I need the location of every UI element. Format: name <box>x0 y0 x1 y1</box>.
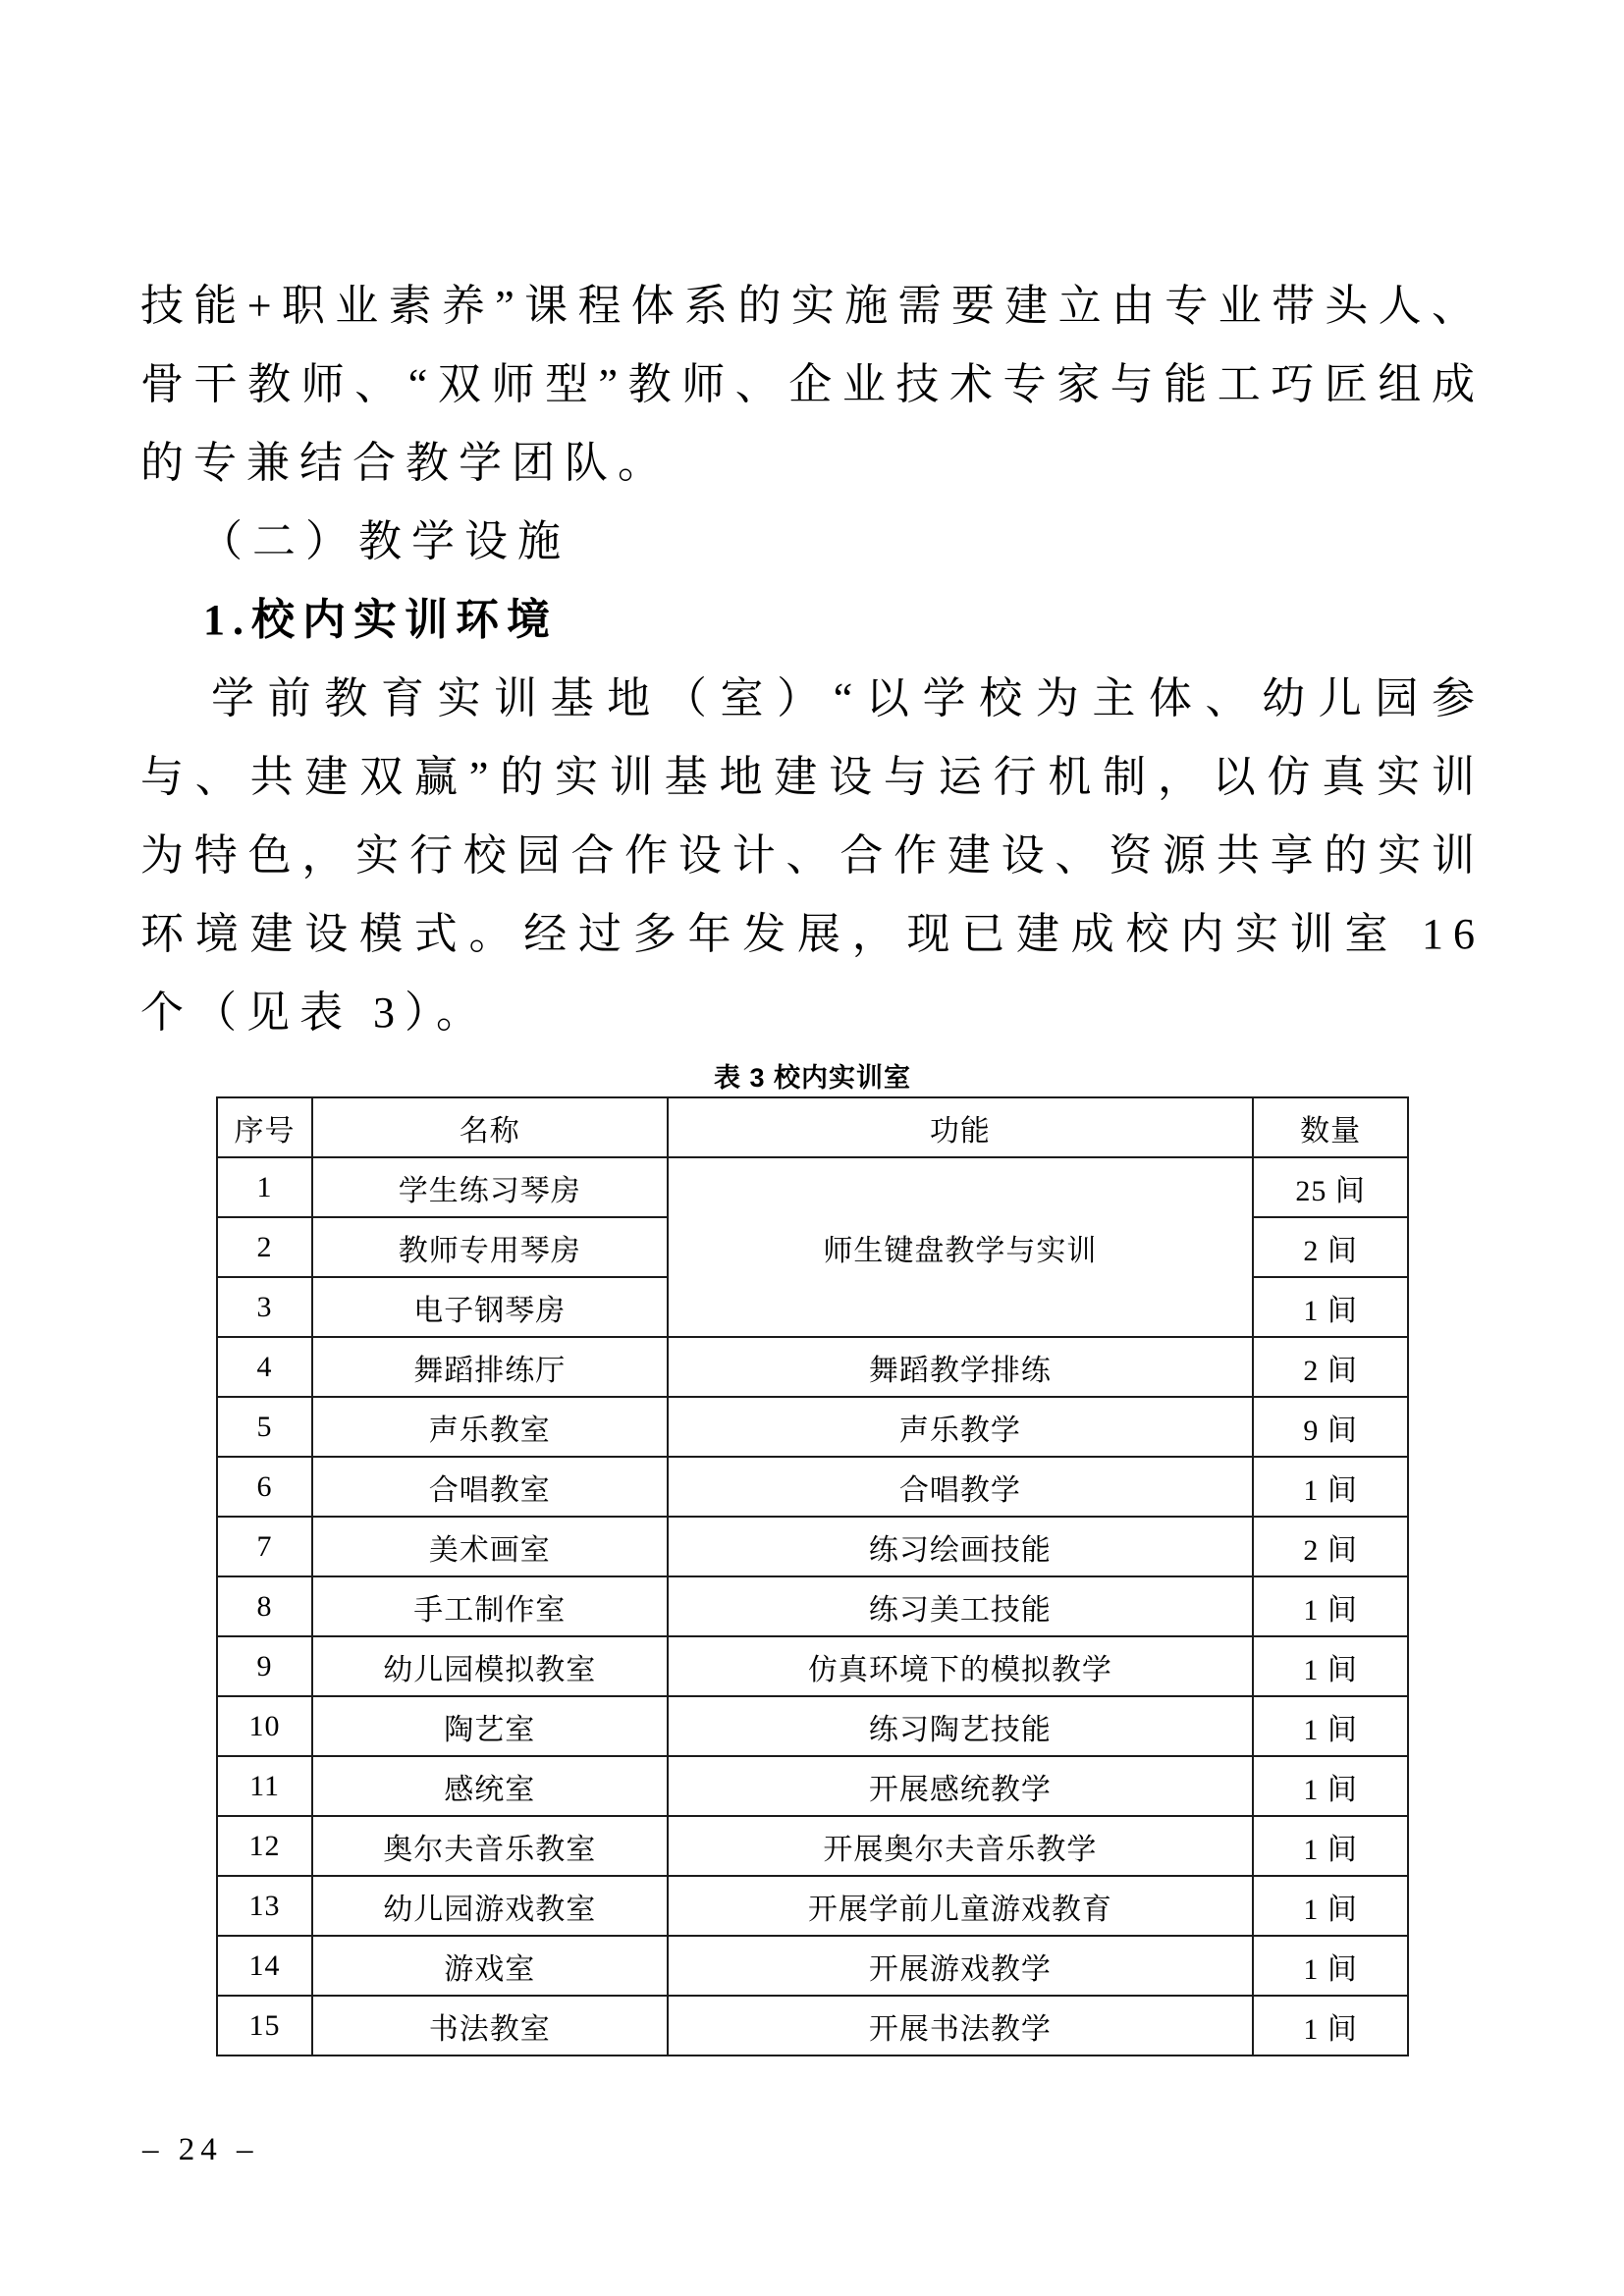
cell-no: 11 <box>217 1756 312 1816</box>
cell-no: 4 <box>217 1337 312 1397</box>
cell-name: 书法教室 <box>312 1996 667 2056</box>
cell-no: 1 <box>217 1157 312 1217</box>
header-no: 序号 <box>217 1097 312 1157</box>
cell-name: 手工制作室 <box>312 1576 667 1636</box>
cell-func: 练习绘画技能 <box>668 1517 1254 1576</box>
cell-no: 2 <box>217 1217 312 1277</box>
cell-no: 15 <box>217 1996 312 2056</box>
cell-no: 10 <box>217 1696 312 1756</box>
cell-no: 5 <box>217 1397 312 1457</box>
cell-name: 游戏室 <box>312 1936 667 1996</box>
cell-func: 舞蹈教学排练 <box>668 1337 1254 1397</box>
cell-qty: 2 间 <box>1253 1337 1408 1397</box>
table-row <box>217 1696 1408 1756</box>
cell-no: 6 <box>217 1457 312 1517</box>
cell-name: 幼儿园模拟教室 <box>312 1636 667 1696</box>
table-row <box>217 1457 1408 1517</box>
cell-qty: 1 间 <box>1253 1277 1408 1337</box>
cell-qty: 1 间 <box>1253 1696 1408 1756</box>
cell-name: 教师专用琴房 <box>312 1217 667 1277</box>
table-caption: 表 3 校内实训室 <box>713 1063 912 1093</box>
cell-qty: 1 间 <box>1253 1936 1408 1996</box>
cell-func: 仿真环境下的模拟教学 <box>668 1636 1254 1696</box>
header-func: 功能 <box>668 1097 1254 1157</box>
header-qty: 数量 <box>1253 1097 1408 1157</box>
header-name: 名称 <box>312 1097 667 1157</box>
cell-no: 13 <box>217 1876 312 1936</box>
cell-qty: 1 间 <box>1253 1876 1408 1936</box>
cell-no: 14 <box>217 1936 312 1996</box>
table-row <box>217 1996 1408 2056</box>
cell-func: 练习陶艺技能 <box>668 1696 1254 1756</box>
cell-qty: 1 间 <box>1253 1576 1408 1636</box>
table-row <box>217 1876 1408 1936</box>
table-header-row <box>217 1097 1408 1157</box>
cell-qty: 1 间 <box>1253 1816 1408 1876</box>
cell-func: 声乐教学 <box>668 1397 1254 1457</box>
cell-name: 电子钢琴房 <box>312 1277 667 1337</box>
cell-func: 开展奥尔夫音乐教学 <box>668 1816 1254 1876</box>
cell-func: 开展游戏教学 <box>668 1936 1254 1996</box>
table-row <box>217 1397 1408 1457</box>
cell-name: 陶艺室 <box>312 1696 667 1756</box>
table-row <box>217 1337 1408 1397</box>
page-number: – 24 – <box>142 2132 259 2167</box>
cell-name: 美术画室 <box>312 1517 667 1576</box>
training-rooms-table <box>216 1096 1409 2056</box>
paragraph-teaching-team: 技能+职业素养”课程体系的实施需要建立由专业带头人、骨干教师、“双师型”教师、企业技术专家与能工巧匠组成的专兼结合教学团队。 <box>140 282 1485 487</box>
cell-name: 舞蹈排练厅 <box>312 1337 667 1397</box>
cell-qty: 25 间 <box>1253 1157 1408 1217</box>
cell-qty: 1 间 <box>1253 1996 1408 2056</box>
cell-no: 9 <box>217 1636 312 1696</box>
cell-func: 开展学前儿童游戏教育 <box>668 1876 1254 1936</box>
cell-qty: 9 间 <box>1253 1397 1408 1457</box>
cell-no: 12 <box>217 1816 312 1876</box>
section-heading-teaching-facilities: （二）教学设施 <box>199 517 570 565</box>
cell-name: 幼儿园游戏教室 <box>312 1876 667 1936</box>
cell-qty: 1 间 <box>1253 1457 1408 1517</box>
cell-qty: 2 间 <box>1253 1517 1408 1576</box>
table-row <box>217 1636 1408 1696</box>
cell-qty: 1 间 <box>1253 1756 1408 1816</box>
cell-name: 声乐教室 <box>312 1397 667 1457</box>
table-row <box>217 1517 1408 1576</box>
table-row <box>217 1756 1408 1816</box>
paragraph-training-base: 学前教育实训基地（室）“以学校为主体、幼儿园参与、共建双赢”的实训基地建设与运行机制，以仿真实训为特色，实行校园合作设计、合作建设、资源共享的实训环境建设模式。经过多年发展，现已建成校内实训室 16 个（见表 3）。 <box>140 674 1485 1037</box>
cell-func: 开展书法教学 <box>668 1996 1254 2056</box>
cell-func: 练习美工技能 <box>668 1576 1254 1636</box>
table-row <box>217 1816 1408 1876</box>
cell-qty: 2 间 <box>1253 1217 1408 1277</box>
table-row <box>217 1936 1408 1996</box>
subsection-heading-campus-training: 1.校内实训环境 <box>203 596 558 644</box>
cell-func: 开展感统教学 <box>668 1756 1254 1816</box>
cell-qty: 1 间 <box>1253 1636 1408 1696</box>
cell-no: 8 <box>217 1576 312 1636</box>
table-row <box>217 1576 1408 1636</box>
cell-name: 感统室 <box>312 1756 667 1816</box>
table-row <box>217 1157 1408 1217</box>
cell-name: 学生练习琴房 <box>312 1157 667 1217</box>
cell-name: 合唱教室 <box>312 1457 667 1517</box>
cell-no: 7 <box>217 1517 312 1576</box>
cell-func: 师生键盘教学与实训 <box>668 1157 1254 1337</box>
cell-name: 奥尔夫音乐教室 <box>312 1816 667 1876</box>
cell-no: 3 <box>217 1277 312 1337</box>
cell-func: 合唱教学 <box>668 1457 1254 1517</box>
